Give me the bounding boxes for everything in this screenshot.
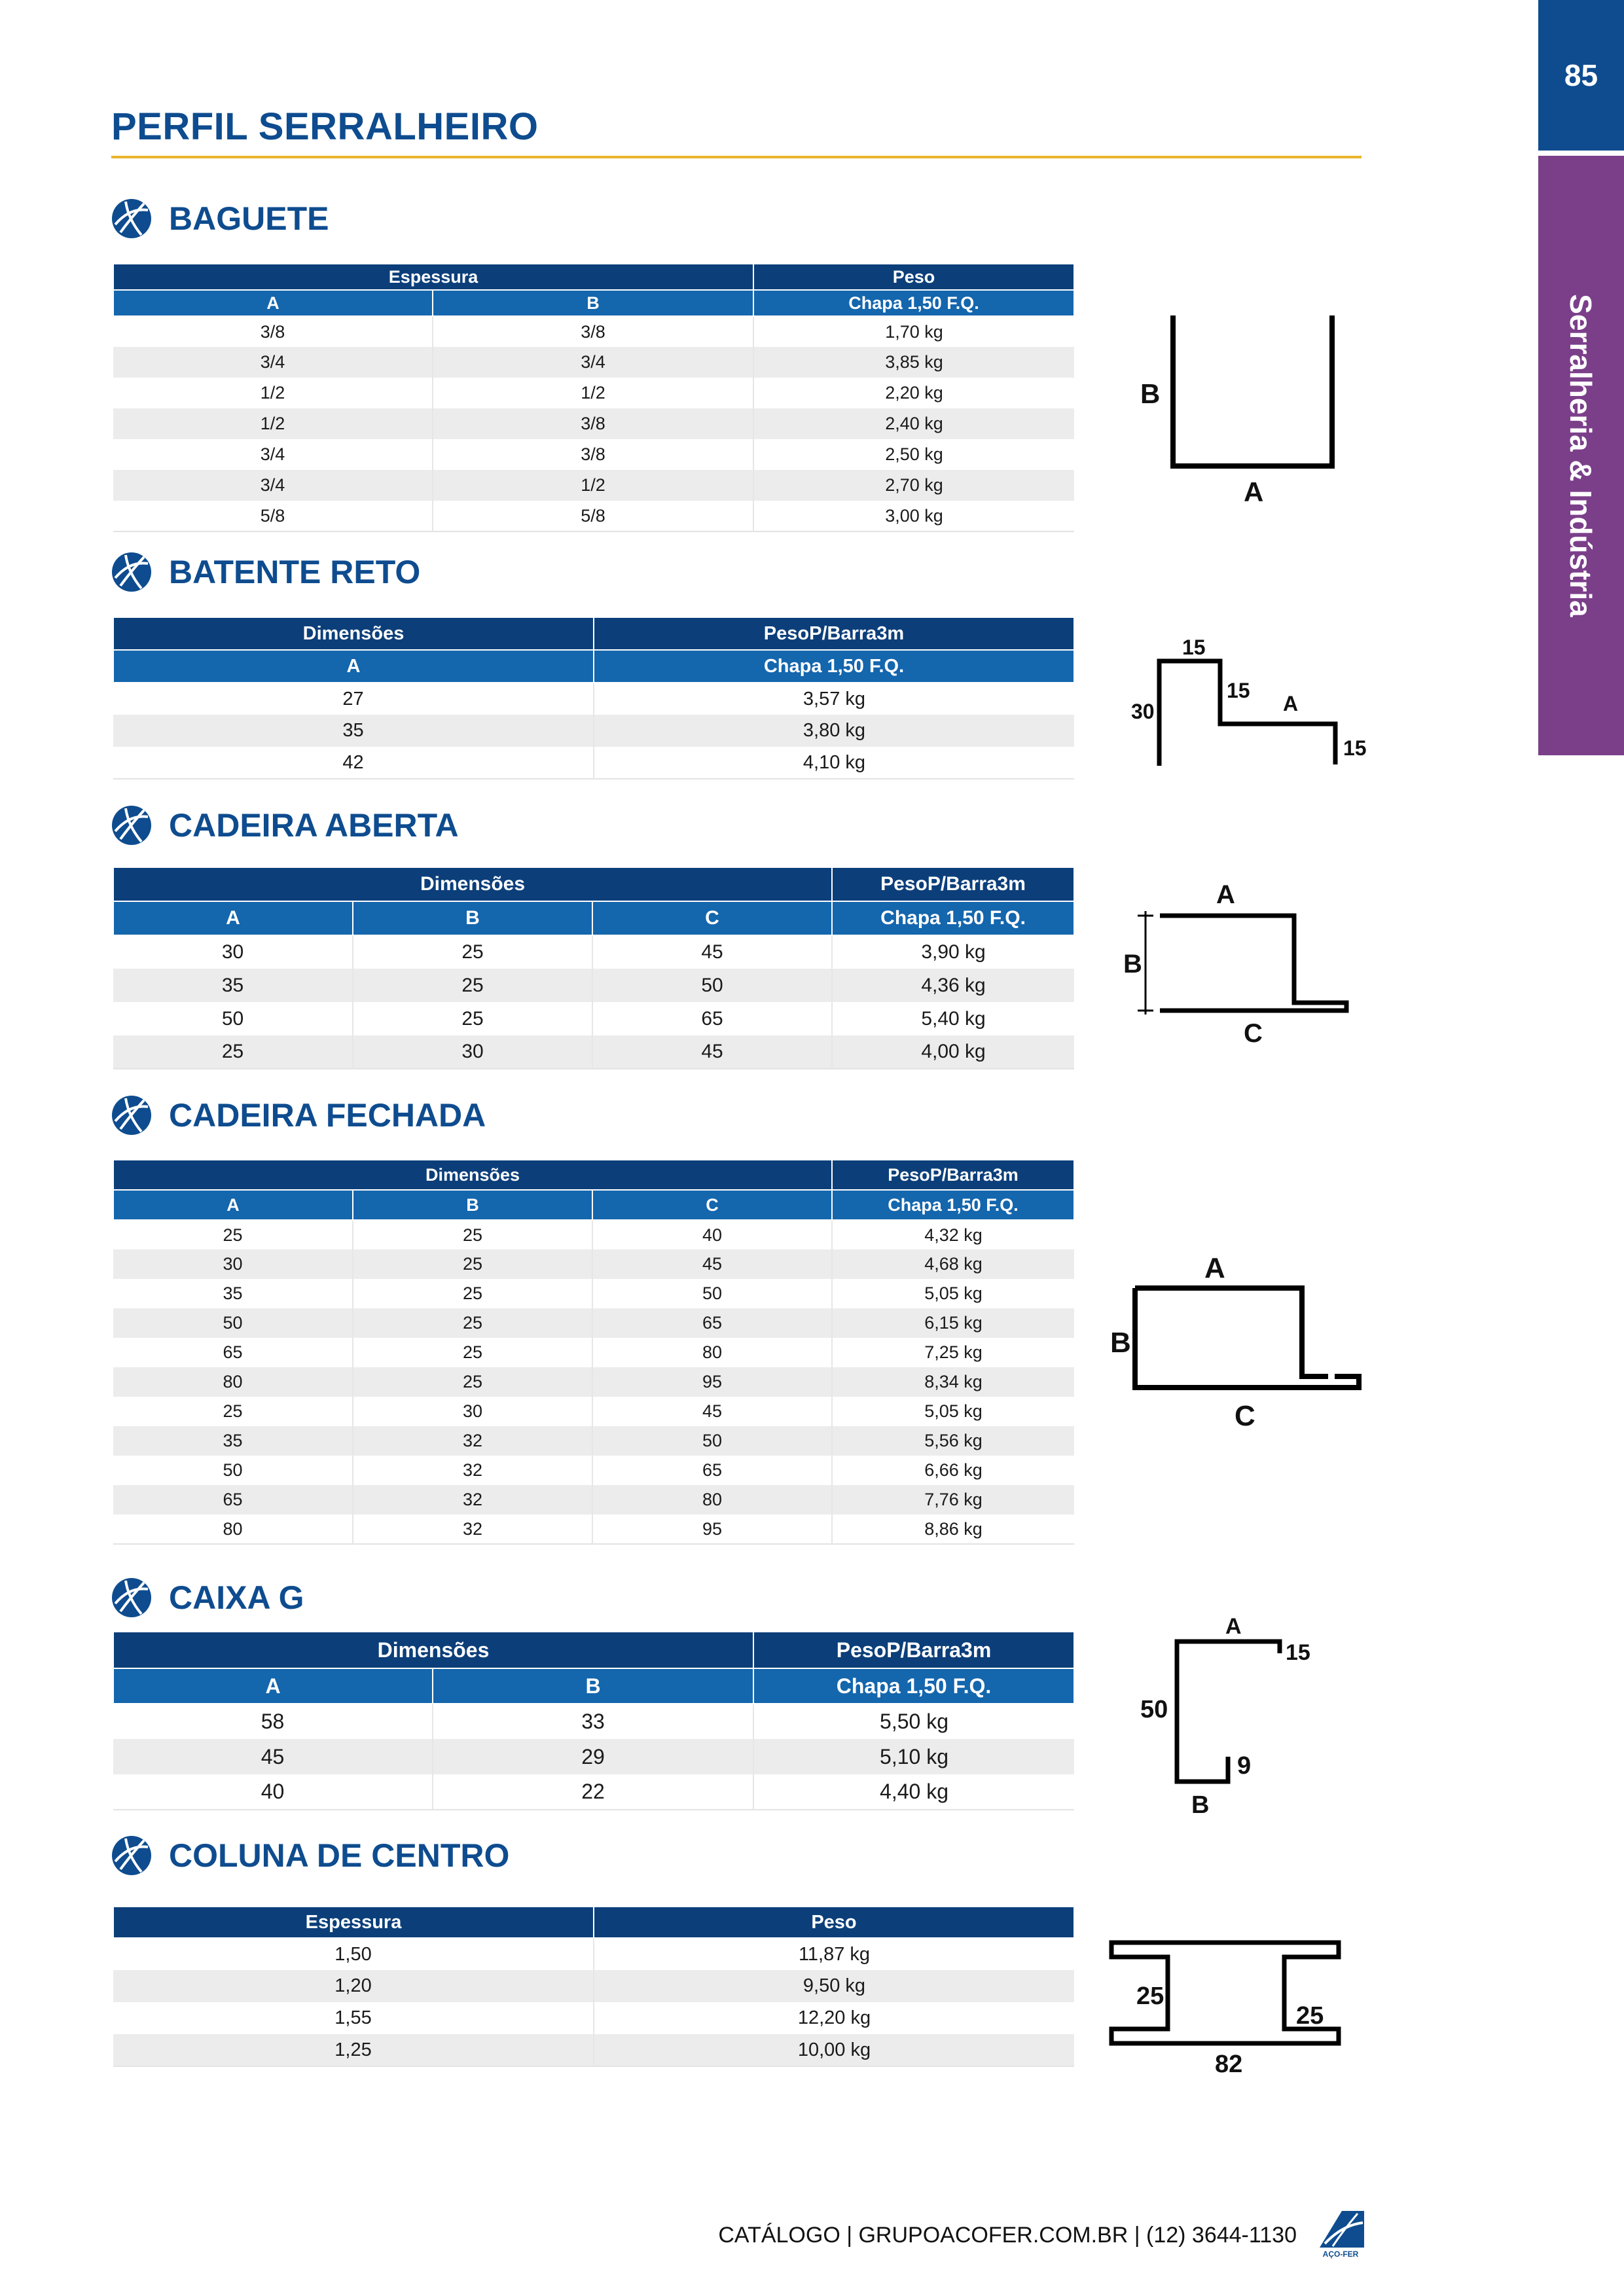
dimension-label: B [1123, 950, 1142, 978]
table-row [113, 470, 1074, 501]
side-category-tab[interactable] [1538, 156, 1624, 755]
table-cell: 4,36 kg [832, 969, 1074, 1002]
table-row [113, 1938, 1074, 1970]
section-heading-cadeira-fechada [111, 1095, 486, 1136]
table-cell: 25 [113, 1397, 353, 1426]
table-cell: 25 [353, 1249, 592, 1279]
table-cell: 25 [353, 935, 592, 969]
table-cell: 3/8 [113, 316, 433, 347]
dimension-label: 50 [1140, 1696, 1168, 1723]
table-cell: 1,55 [113, 2002, 594, 2034]
table-cell: 5,05 kg [832, 1397, 1074, 1426]
table-row [113, 347, 1074, 378]
cadeira-aberta-profile-diagram [1113, 877, 1375, 1054]
table-row [113, 501, 1074, 531]
section-title: CAIXA G [169, 1579, 304, 1616]
section-heading-baguete [111, 198, 329, 239]
table-cell: 3,57 kg [594, 683, 1074, 715]
header-cell: C [592, 901, 832, 935]
footer-contact: CATÁLOGO | GRUPOACOFER.COM.BR | (12) 3644-1130 [718, 2223, 1297, 2248]
header-cell: A [113, 901, 353, 935]
dimension-label: A [1283, 692, 1299, 715]
table-cell: 27 [113, 683, 594, 715]
dimension-label: 25 [1136, 1982, 1164, 2010]
table-cell: 50 [113, 1308, 353, 1338]
table-cell: 50 [592, 1426, 832, 1456]
table-cell: 25 [353, 1308, 592, 1338]
table-cell: 25 [113, 1035, 353, 1069]
table-row [113, 408, 1074, 439]
table-cell: 30 [353, 1397, 592, 1426]
table-row [113, 1397, 1074, 1426]
table-cell: 12,20 kg [594, 2002, 1074, 2034]
table-cell: 32 [353, 1515, 592, 1544]
header-cell: B [433, 1668, 753, 1704]
table-cell: 40 [113, 1774, 433, 1810]
table-row [113, 378, 1074, 408]
header-cell: A [113, 290, 433, 316]
table-row [113, 935, 1074, 969]
table-cell: 58 [113, 1704, 433, 1739]
section-heading-caixa-g [111, 1577, 304, 1618]
table-cell: 25 [113, 1220, 353, 1249]
section-title: COLUNA DE CENTRO [169, 1837, 510, 1874]
table-row [113, 1279, 1074, 1308]
table-cell: 25 [353, 1220, 592, 1249]
dimension-label: 30 [1131, 700, 1155, 723]
table-cell: 1,25 [113, 2034, 594, 2066]
table-cell: 6,15 kg [832, 1308, 1074, 1338]
table-cell: 45 [592, 1035, 832, 1069]
table-cell: 80 [592, 1485, 832, 1515]
table-cell: 3,90 kg [832, 935, 1074, 969]
caixa-g-profile-diagram [1139, 1610, 1335, 1820]
header-cell: PesoP/Barra3m [753, 1632, 1074, 1668]
dimension-label: A [1216, 880, 1235, 909]
table-cell: 2,40 kg [753, 408, 1074, 439]
table-cell: 3/4 [113, 470, 433, 501]
header-cell: Dimensões [113, 617, 594, 650]
table-cell: 95 [592, 1515, 832, 1544]
table-cell: 25 [353, 1338, 592, 1367]
table-row [113, 969, 1074, 1002]
header-cell: Espessura [113, 264, 753, 290]
table-row [113, 747, 1074, 779]
dimension-label: A [1204, 1252, 1225, 1284]
table-row [113, 2002, 1074, 2034]
table-cell: 4,10 kg [594, 747, 1074, 779]
table-cell: 5/8 [113, 501, 433, 531]
batente-reto-table [113, 617, 1075, 780]
table-cell: 65 [113, 1338, 353, 1367]
table-row [113, 1970, 1074, 2002]
header-cell: B [433, 290, 753, 316]
table-cell: 45 [592, 1397, 832, 1426]
header-cell: Chapa 1,50 F.Q. [753, 1668, 1074, 1704]
table-cell: 1/2 [113, 408, 433, 439]
table-cell: 45 [113, 1739, 433, 1774]
table-cell: 50 [592, 969, 832, 1002]
dimension-label: A [1244, 476, 1264, 507]
title-divider [111, 156, 1362, 158]
table-cell: 2,70 kg [753, 470, 1074, 501]
company-logo [1316, 2208, 1365, 2259]
table-cell: 25 [353, 1367, 592, 1397]
table-cell: 25 [353, 969, 592, 1002]
dimension-label: 9 [1237, 1752, 1252, 1780]
header-cell: Chapa 1,50 F.Q. [594, 650, 1074, 683]
table-cell: 3,80 kg [594, 715, 1074, 747]
dimension-label: 15 [1343, 736, 1367, 760]
table-cell: 95 [592, 1367, 832, 1397]
dimension-label: C [1235, 1400, 1255, 1432]
table-cell: 3/4 [113, 347, 433, 378]
table-cell: 3/8 [433, 316, 753, 347]
acofer-logo-icon [1316, 2208, 1365, 2259]
table-cell: 7,25 kg [832, 1338, 1074, 1367]
dimension-label: 15 [1286, 1640, 1310, 1665]
section-heading-cadeira-aberta [111, 805, 459, 846]
header-cell: Chapa 1,50 F.Q. [753, 290, 1074, 316]
table-row [113, 1704, 1074, 1739]
coluna-de-centro-table [113, 1906, 1075, 2067]
table-row [113, 1338, 1074, 1367]
header-cell: PesoP/Barra3m [832, 867, 1074, 901]
table-cell: 45 [592, 1249, 832, 1279]
table-row [113, 1249, 1074, 1279]
table-row [113, 683, 1074, 715]
logo-text: AÇO-FER [1322, 2250, 1359, 2259]
table-cell: 80 [113, 1367, 353, 1397]
section-title: CADEIRA FECHADA [169, 1097, 486, 1134]
table-row [113, 1515, 1074, 1544]
header-cell: A [113, 1668, 433, 1704]
table-cell: 50 [113, 1002, 353, 1035]
table-cell: 1,70 kg [753, 316, 1074, 347]
table-cell: 3/8 [433, 408, 753, 439]
header-cell: Dimensões [113, 1160, 832, 1190]
table-cell: 32 [353, 1485, 592, 1515]
table-cell: 30 [113, 1249, 353, 1279]
table-row [113, 1220, 1074, 1249]
dimension-label: 15 [1227, 679, 1250, 702]
dimension-label: 15 [1182, 636, 1206, 659]
header-cell: C [592, 1190, 832, 1220]
table-cell: 35 [113, 715, 594, 747]
table-row [113, 1456, 1074, 1485]
header-cell: Dimensões [113, 1632, 753, 1668]
table-cell: 10,00 kg [594, 2034, 1074, 2066]
table-cell: 32 [353, 1426, 592, 1456]
header-cell: PesoP/Barra3m [594, 617, 1074, 650]
table-cell: 4,40 kg [753, 1774, 1074, 1810]
table-cell: 1,20 [113, 1970, 594, 2002]
dimension-label: B [1140, 378, 1161, 409]
table-cell: 7,76 kg [832, 1485, 1074, 1515]
table-cell: 3,85 kg [753, 347, 1074, 378]
globe-logo-icon [111, 198, 152, 239]
section-title: BATENTE RETO [169, 554, 421, 590]
table-cell: 5,56 kg [832, 1426, 1074, 1456]
table-cell: 4,00 kg [832, 1035, 1074, 1069]
header-cell: Dimensões [113, 867, 832, 901]
dimension-label: A [1225, 1614, 1242, 1639]
header-cell: Peso [594, 1907, 1074, 1938]
header-cell: Espessura [113, 1907, 594, 1938]
table-cell: 6,66 kg [832, 1456, 1074, 1485]
section-title: BAGUETE [169, 200, 329, 237]
table-cell: 80 [592, 1338, 832, 1367]
table-row [113, 1367, 1074, 1397]
table-cell: 4,32 kg [832, 1220, 1074, 1249]
header-cell: A [113, 650, 594, 683]
table-cell: 25 [353, 1279, 592, 1308]
baguete-profile-diagram [1132, 308, 1394, 517]
table-cell: 1,50 [113, 1938, 594, 1970]
table-row [113, 316, 1074, 347]
globe-logo-icon [111, 805, 152, 846]
table-cell: 1/2 [433, 378, 753, 408]
table-cell: 35 [113, 1279, 353, 1308]
page-title: PERFIL SERRALHEIRO [111, 105, 539, 148]
side-category-label: Serralheria & Indústria [1564, 294, 1598, 617]
page-number: 85 [1538, 0, 1624, 151]
table-cell: 80 [113, 1515, 353, 1544]
table-cell: 4,68 kg [832, 1249, 1074, 1279]
header-cell: A [113, 1190, 353, 1220]
table-cell: 45 [592, 935, 832, 969]
table-row [113, 715, 1074, 747]
table-row [113, 1774, 1074, 1810]
caixa-g-table [113, 1631, 1075, 1810]
table-row [113, 1002, 1074, 1035]
globe-logo-icon [111, 552, 152, 592]
table-cell: 50 [113, 1456, 353, 1485]
table-cell: 5,10 kg [753, 1739, 1074, 1774]
table-cell: 30 [113, 935, 353, 969]
header-cell: Chapa 1,50 F.Q. [832, 1190, 1074, 1220]
table-cell: 11,87 kg [594, 1938, 1074, 1970]
globe-logo-icon [111, 1095, 152, 1136]
table-cell: 65 [113, 1485, 353, 1515]
baguete-table [113, 263, 1075, 532]
table-cell: 3/4 [113, 439, 433, 470]
table-cell: 1/2 [433, 470, 753, 501]
table-cell: 42 [113, 747, 594, 779]
header-cell: B [353, 901, 592, 935]
table-cell: 5,50 kg [753, 1704, 1074, 1739]
table-cell: 8,86 kg [832, 1515, 1074, 1544]
table-cell: 3,00 kg [753, 501, 1074, 531]
table-cell: 35 [113, 969, 353, 1002]
globe-logo-icon [111, 1577, 152, 1618]
dimension-label: 82 [1215, 2051, 1243, 2078]
dimension-label: 25 [1296, 2002, 1324, 2030]
header-cell: Chapa 1,50 F.Q. [832, 901, 1074, 935]
cadeira-aberta-table [113, 867, 1075, 1069]
table-cell: 35 [113, 1426, 353, 1456]
cadeira-fechada-table [113, 1159, 1075, 1545]
section-heading-batente-reto [111, 552, 420, 592]
table-cell: 40 [592, 1220, 832, 1249]
batente-reto-profile-diagram [1126, 628, 1401, 772]
table-row [113, 1739, 1074, 1774]
section-heading-coluna-de-centro [111, 1835, 509, 1876]
table-cell: 33 [433, 1704, 753, 1739]
header-cell: Peso [753, 264, 1074, 290]
table-cell: 65 [592, 1456, 832, 1485]
table-cell: 9,50 kg [594, 1970, 1074, 2002]
header-cell: PesoP/Barra3m [832, 1160, 1074, 1190]
coluna-de-centro-profile-diagram [1100, 1931, 1362, 2088]
table-row [113, 1485, 1074, 1515]
dimension-label: B [1191, 1791, 1210, 1819]
table-cell: 2,50 kg [753, 439, 1074, 470]
table-row [113, 1426, 1074, 1456]
dimension-label: C [1244, 1019, 1263, 1048]
table-cell: 5,05 kg [832, 1279, 1074, 1308]
globe-logo-icon [111, 1835, 152, 1876]
table-cell: 22 [433, 1774, 753, 1810]
table-cell: 3/8 [433, 439, 753, 470]
table-row [113, 439, 1074, 470]
table-cell: 3/4 [433, 347, 753, 378]
table-cell: 5,40 kg [832, 1002, 1074, 1035]
table-cell: 50 [592, 1279, 832, 1308]
table-cell: 65 [592, 1002, 832, 1035]
dimension-label: B [1110, 1327, 1131, 1359]
table-row [113, 1035, 1074, 1069]
table-cell: 29 [433, 1739, 753, 1774]
table-cell: 25 [353, 1002, 592, 1035]
table-cell: 8,34 kg [832, 1367, 1074, 1397]
table-cell: 32 [353, 1456, 592, 1485]
table-row [113, 1308, 1074, 1338]
table-cell: 2,20 kg [753, 378, 1074, 408]
table-cell: 1/2 [113, 378, 433, 408]
table-cell: 5/8 [433, 501, 753, 531]
cadeira-fechada-profile-diagram [1100, 1244, 1375, 1440]
header-cell: B [353, 1190, 592, 1220]
table-row [113, 2034, 1074, 2066]
section-title: CADEIRA ABERTA [169, 807, 459, 844]
table-cell: 65 [592, 1308, 832, 1338]
table-cell: 30 [353, 1035, 592, 1069]
